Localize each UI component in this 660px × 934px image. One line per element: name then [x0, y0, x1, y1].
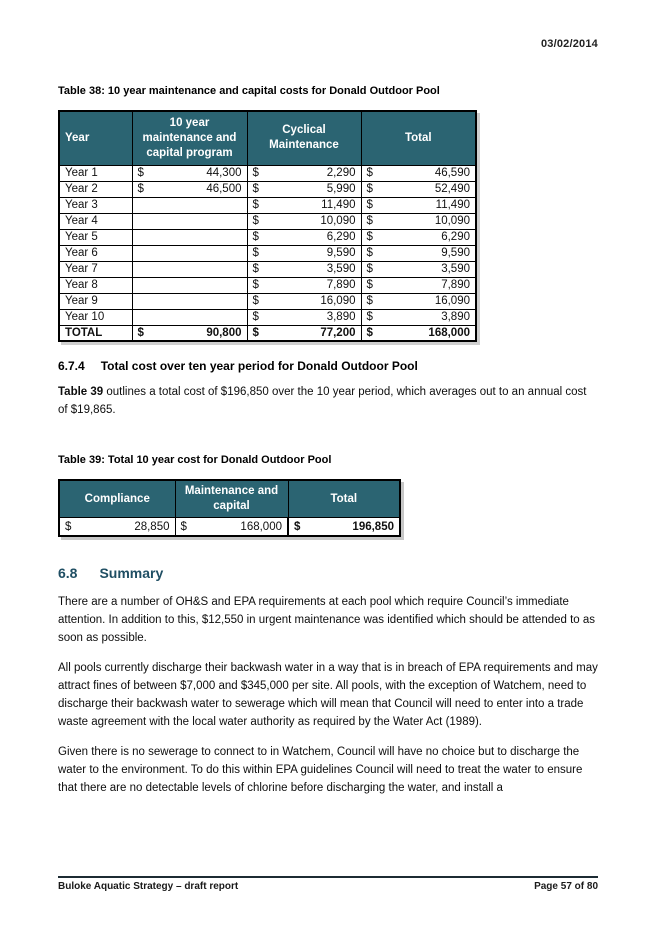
currency-symbol: $ — [252, 279, 259, 292]
currency-symbol: $ — [366, 199, 373, 212]
amount-cell — [59, 518, 175, 536]
amount-cell — [175, 518, 288, 536]
table38-maintenance-costs — [58, 110, 477, 342]
amount-cell — [361, 165, 476, 181]
currency-symbol: $ — [65, 520, 72, 533]
currency-symbol: $ — [137, 327, 144, 340]
amount-value: 10,090 — [434, 215, 470, 228]
amount-value: 11,490 — [321, 199, 356, 212]
currency-symbol: $ — [252, 247, 259, 260]
amount-value: 46,500 — [206, 183, 242, 196]
currency-symbol: $ — [366, 231, 373, 244]
section-674-title: Total cost over ten year period for Donald Outdoor Pool — [100, 359, 418, 374]
section-68-title: Summary — [99, 564, 164, 581]
document-date: 03/02/2014 — [540, 38, 598, 50]
year-cell: Year 3 — [59, 197, 132, 213]
currency-symbol: $ — [252, 295, 259, 308]
year-cell: Year 4 — [59, 213, 132, 229]
amount-cell — [247, 197, 361, 213]
summary-paragraph-1: There are a number of OH&S and EPA requirements at each pool which require Council’s immediate attention. In addition to this, $12,550 in urgent maintenance was identified which should be attended to as soon as possible. — [58, 595, 596, 644]
amount-value: 6,290 — [326, 231, 356, 244]
amount-value: 16,090 — [320, 295, 356, 308]
table38-body — [59, 165, 476, 341]
table39-body — [59, 518, 400, 536]
currency-symbol: $ — [294, 520, 301, 533]
amount-value: 9,590 — [326, 247, 356, 260]
table39-col-maintenance: Maintenance and capital — [175, 480, 288, 517]
amount-value: 3,590 — [326, 263, 356, 276]
currency-symbol: $ — [252, 215, 259, 228]
amount-cell — [247, 277, 361, 293]
currency-symbol: $ — [366, 167, 373, 180]
amount-cell — [132, 261, 247, 277]
amount-cell — [361, 293, 476, 309]
table39-total-cost — [58, 479, 401, 536]
amount-value: 16,090 — [434, 295, 470, 308]
currency-symbol: $ — [366, 311, 373, 324]
amount-cell — [132, 181, 247, 197]
table38-col-maintenance-program: 10 year maintenance and capital program — [132, 111, 247, 165]
footer-page-number: Page 57 of 80 — [534, 881, 598, 892]
currency-symbol: $ — [366, 295, 373, 308]
amount-cell — [132, 197, 247, 213]
table38-row — [59, 213, 476, 229]
table38-caption: Table 38: 10 year maintenance and capital costs for Donald Outdoor Pool — [58, 85, 440, 97]
amount-value: 11,490 — [435, 199, 470, 212]
amount-value: 3,890 — [326, 311, 356, 324]
currency-symbol: $ — [252, 183, 259, 196]
currency-symbol: $ — [366, 215, 373, 228]
amount-cell — [247, 181, 361, 197]
amount-cell — [132, 229, 247, 245]
table38-row — [59, 229, 476, 245]
table38-row — [59, 293, 476, 309]
amount-cell — [132, 165, 247, 181]
table38-row — [59, 197, 476, 213]
amount-value: 52,490 — [434, 183, 470, 196]
table38-row — [59, 165, 476, 181]
amount-value: 7,890 — [326, 279, 356, 292]
amount-cell — [132, 325, 247, 341]
amount-value: 9,590 — [441, 247, 470, 260]
amount-cell — [361, 309, 476, 325]
currency-symbol: $ — [252, 311, 259, 324]
table39-col-total: Total — [288, 480, 400, 517]
amount-cell — [247, 309, 361, 325]
amount-cell — [361, 229, 476, 245]
section-674-paragraph-text: outlines a total cost of $196,850 over the 10 year period, which averages out to an annual cost of $19,865. — [58, 386, 587, 417]
amount-cell — [132, 277, 247, 293]
table39-caption: Table 39: Total 10 year cost for Donald Outdoor Pool — [58, 454, 332, 467]
amount-cell — [247, 245, 361, 261]
year-cell: Year 6 — [59, 245, 132, 261]
amount-value: 44,300 — [206, 167, 242, 180]
table38-row — [59, 277, 476, 293]
amount-cell — [361, 213, 476, 229]
year-cell: Year 8 — [59, 277, 132, 293]
year-cell: TOTAL — [59, 325, 132, 341]
amount-cell — [361, 277, 476, 293]
currency-symbol: $ — [252, 199, 259, 212]
summary-paragraph-2: All pools currently discharge their backwash water in a way that is in breach of EPA requirements and may attract fines of between $7,000 and $345,000 per site. All pools, with the exception of Watchem, need to discharge their backwash water to sewerage which will mean that Council will need to enter into a trade waste agreement with the local water authority as required by the Water Act (1989). — [58, 661, 598, 729]
year-cell: Year 10 — [59, 309, 132, 325]
amount-value: 10,090 — [320, 215, 356, 228]
table38-col-year: Year — [59, 111, 132, 165]
amount-value: 6,290 — [441, 231, 470, 244]
amount-cell — [361, 325, 476, 341]
section-674-number: 6.7.4 — [58, 359, 85, 374]
currency-symbol: $ — [366, 263, 373, 276]
amount-cell — [132, 245, 247, 261]
section-68-number: 6.8 — [58, 564, 78, 581]
table39-reference: Table 39 — [58, 386, 104, 399]
year-cell: Year 9 — [59, 293, 132, 309]
year-cell: Year 5 — [59, 229, 132, 245]
currency-symbol: $ — [366, 247, 373, 260]
amount-value: 168,000 — [240, 520, 282, 533]
section-674-heading — [58, 359, 598, 373]
table39-header — [59, 480, 400, 517]
amount-value: 5,990 — [326, 183, 356, 196]
currency-symbol: $ — [366, 327, 373, 340]
table39-header-row — [59, 480, 400, 517]
table38-row — [59, 261, 476, 277]
amount-cell — [247, 213, 361, 229]
currency-symbol: $ — [180, 520, 187, 533]
amount-value: 2,290 — [326, 167, 356, 180]
amount-value: 196,850 — [352, 520, 394, 533]
table38-row — [59, 245, 476, 261]
section-674-paragraph — [58, 383, 598, 419]
footer-report-title: Buloke Aquatic Strategy – draft report — [58, 881, 239, 892]
currency-symbol: $ — [252, 327, 259, 340]
currency-symbol: $ — [137, 167, 144, 180]
amount-cell — [132, 309, 247, 325]
table38-total-row — [59, 325, 476, 341]
year-cell: Year 2 — [59, 181, 132, 197]
currency-symbol: $ — [366, 279, 373, 292]
page-footer — [58, 876, 598, 892]
amount-cell — [361, 181, 476, 197]
currency-symbol: $ — [252, 167, 259, 180]
amount-value: 90,800 — [206, 327, 242, 340]
table38-col-cyclical: Cyclical Maintenance — [247, 111, 361, 165]
table39-col-compliance: Compliance — [59, 480, 175, 517]
amount-value: 3,590 — [441, 263, 470, 276]
table38-header — [59, 111, 476, 165]
amount-value: 46,590 — [434, 167, 470, 180]
currency-symbol: $ — [366, 183, 373, 196]
amount-cell — [132, 213, 247, 229]
table38-col-total: Total — [361, 111, 476, 165]
year-cell: Year 7 — [59, 261, 132, 277]
table38-row — [59, 309, 476, 325]
currency-symbol: $ — [252, 263, 259, 276]
amount-cell — [247, 229, 361, 245]
amount-value: 168,000 — [428, 327, 470, 340]
amount-cell — [247, 261, 361, 277]
summary-paragraph-3: Given there is no sewerage to connect to in Watchem, Council will have no choice but to discharge the water to the environment. To do this within EPA guidelines Council will need to treat the water to ensure that there are no detectable levels of chlorine before discharging the water, and install a — [58, 746, 583, 795]
amount-cell — [247, 293, 361, 309]
amount-cell — [288, 518, 400, 536]
amount-cell — [247, 165, 361, 181]
table38-row — [59, 181, 476, 197]
amount-value: 28,850 — [134, 520, 170, 533]
amount-value: 77,200 — [320, 327, 356, 340]
amount-value: 7,890 — [441, 279, 470, 292]
amount-cell — [361, 245, 476, 261]
table39-row — [59, 518, 400, 536]
currency-symbol: $ — [137, 183, 144, 196]
currency-symbol: $ — [252, 231, 259, 244]
year-cell: Year 1 — [59, 165, 132, 181]
amount-cell — [247, 325, 361, 341]
amount-cell — [132, 293, 247, 309]
amount-value: 3,890 — [441, 311, 470, 324]
section-68-heading — [58, 565, 598, 581]
table38-header-row — [59, 111, 476, 165]
amount-cell — [361, 197, 476, 213]
amount-cell — [361, 261, 476, 277]
